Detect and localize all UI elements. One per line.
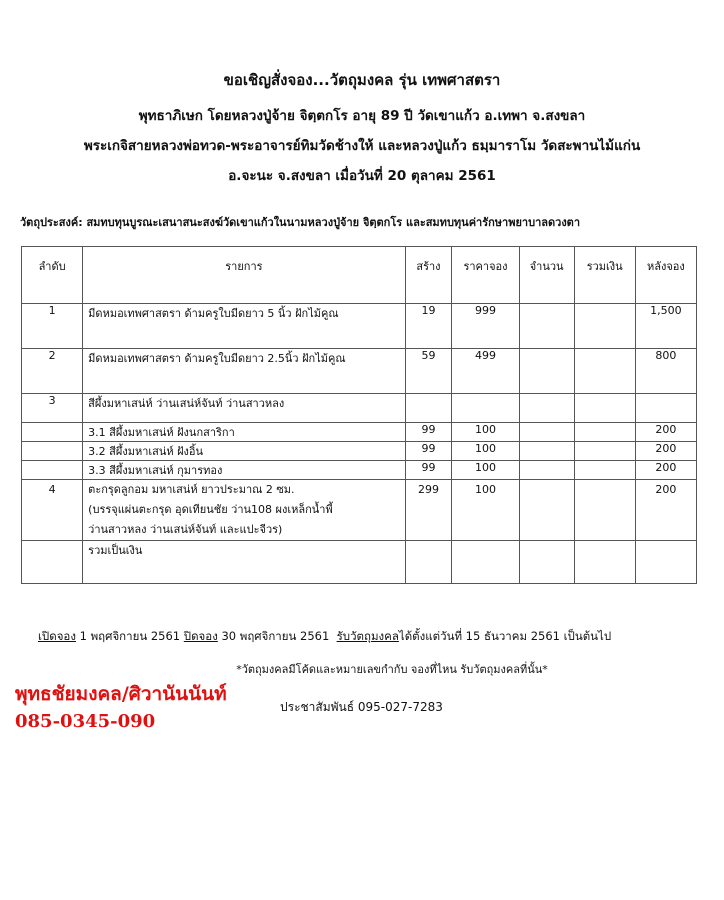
row-price: 100 bbox=[452, 423, 519, 442]
row-qty[interactable] bbox=[519, 349, 574, 394]
row-price: 100 bbox=[452, 480, 519, 541]
row-item: 3.3 สีผึ้งมหาเสน่ห์ กุมารทอง bbox=[83, 461, 405, 480]
row-no: 4 bbox=[22, 480, 83, 541]
sum-price bbox=[452, 541, 519, 584]
row-no: 2 bbox=[22, 349, 83, 394]
row-made: 99 bbox=[405, 461, 452, 480]
open-date: 1 พฤศจิกายน 2561 bbox=[79, 629, 181, 643]
order-table bbox=[21, 246, 697, 584]
row-made bbox=[405, 394, 452, 423]
row-qty[interactable] bbox=[519, 480, 574, 541]
table-row bbox=[22, 349, 697, 394]
row-item: สีผึ้งมหาเสน่ห์ ว่านเสน่ห์จันท์ ว่านสาวหลง bbox=[83, 394, 405, 423]
row-after: 200 bbox=[635, 461, 696, 480]
row-after: 200 bbox=[635, 423, 696, 442]
table-header-row bbox=[22, 247, 697, 304]
seller-name: พุทธชัยมงคล/ศิวานันนันท์ bbox=[15, 683, 227, 705]
sum-label: รวมเป็นเงิน bbox=[83, 541, 405, 584]
table-row bbox=[22, 304, 697, 349]
row-price: 999 bbox=[452, 304, 519, 349]
contact-info: ประชาสัมพันธ์ 095-027-7283 bbox=[280, 700, 443, 714]
table-row bbox=[22, 461, 697, 480]
row-no bbox=[22, 423, 83, 442]
table-row bbox=[22, 394, 697, 423]
receive-label: รับวัตถุมงคล bbox=[336, 629, 399, 643]
purpose-text: วัตถุประสงค์: สมทบทุนบูรณะเสนาสนะสงฆ์วัดเขาแก้วในนามหลวงปู่จ้าย จิตฺตกโร และสมทบทุนค่ารักษาพยาบาลดวงตา bbox=[20, 216, 581, 229]
page-title: ขอเชิญสั่งจอง...วัตถุมงคล รุ่น เทพศาสตรา bbox=[223, 71, 501, 89]
row-no: 1 bbox=[22, 304, 83, 349]
row-item: มีดหมอเทพศาสตรา ด้ามครูใบมีดยาว 2.5นิ้ว ฝักไม้คูณ bbox=[83, 349, 405, 394]
row-after: 200 bbox=[635, 442, 696, 461]
sum-after bbox=[635, 541, 696, 584]
row-item-line-3: ว่านสาวหลง ว่านเสน่ห์จันท์ และแปะจีวร) bbox=[88, 523, 283, 536]
header-after: หลังจอง bbox=[635, 247, 696, 304]
close-date: 30 พฤศจิกายน 2561 bbox=[221, 629, 330, 643]
row-made: 59 bbox=[405, 349, 452, 394]
subtitle-line-1: พุทธาภิเษก โดยหลวงปู่จ้าย จิตฺตกโร อายุ 89 ปี วัดเขาแก้ว อ.เทพา จ.สงขลา bbox=[138, 108, 586, 124]
header-item: รายการ bbox=[83, 247, 405, 304]
row-total[interactable] bbox=[574, 442, 635, 461]
table-row bbox=[22, 480, 697, 541]
table-row bbox=[22, 442, 697, 461]
sum-no bbox=[22, 541, 83, 584]
receive-text: ได้ตั้งแต่วันที่ 15 ธันวาคม 2561 เป็นต้นไป bbox=[398, 629, 612, 643]
row-total[interactable] bbox=[574, 480, 635, 541]
row-qty[interactable] bbox=[519, 442, 574, 461]
sum-total[interactable] bbox=[574, 541, 635, 584]
code-note: *วัตถุมงคลมีโค้ดและหมายเลขกำกับ จองที่ไหน รับวัตถุมงคลที่นั้น* bbox=[236, 663, 548, 676]
header-made: สร้าง bbox=[405, 247, 452, 304]
row-price: 100 bbox=[452, 461, 519, 480]
row-made: 99 bbox=[405, 442, 452, 461]
booking-dates bbox=[38, 628, 611, 646]
header-no: ลำดับ bbox=[22, 247, 83, 304]
row-after: 1,500 bbox=[635, 304, 696, 349]
row-price: 499 bbox=[452, 349, 519, 394]
row-qty[interactable] bbox=[519, 394, 574, 423]
row-price bbox=[452, 394, 519, 423]
header bbox=[0, 68, 724, 194]
close-label: ปิดจอง bbox=[183, 629, 218, 643]
row-total[interactable] bbox=[574, 349, 635, 394]
open-label: เปิดจอง bbox=[38, 629, 76, 643]
seller-phone: 085-0345-090 bbox=[15, 711, 156, 732]
table-sum-row bbox=[22, 541, 697, 584]
row-total[interactable] bbox=[574, 461, 635, 480]
row-qty[interactable] bbox=[519, 304, 574, 349]
row-made: 19 bbox=[405, 304, 452, 349]
row-after: 800 bbox=[635, 349, 696, 394]
row-item bbox=[83, 480, 405, 541]
row-price: 100 bbox=[452, 442, 519, 461]
row-item: 3.1 สีผึ้งมหาเสน่ห์ ฝังนกสาริกา bbox=[83, 423, 405, 442]
table-row bbox=[22, 423, 697, 442]
row-item-line-2: (บรรจุแผ่นตะกรุด อุดเทียนชัย ว่าน108 ผงเหล็กน้ำพี้ bbox=[88, 503, 333, 516]
row-item-line-1: ตะกรุดลูกอม มหาเสน่ห์ ยาวประมาณ 2 ซม. bbox=[88, 483, 295, 496]
sum-qty[interactable] bbox=[519, 541, 574, 584]
row-no bbox=[22, 461, 83, 480]
row-made: 299 bbox=[405, 480, 452, 541]
row-made: 99 bbox=[405, 423, 452, 442]
row-total[interactable] bbox=[574, 304, 635, 349]
row-item: มีดหมอเทพศาสตรา ด้ามครูใบมีดยาว 5 นิ้ว ฝักไม้คูณ bbox=[83, 304, 405, 349]
row-no bbox=[22, 442, 83, 461]
row-after bbox=[635, 394, 696, 423]
seller-stamp bbox=[15, 680, 227, 736]
row-total[interactable] bbox=[574, 423, 635, 442]
subtitle-line-2: พระเกจิสายหลวงพ่อทวด-พระอาจารย์ทิมวัดช้างให้ และหลวงปู่แก้ว ธมฺมาราโม วัดสะพานไม้แก่น bbox=[83, 138, 641, 154]
row-total[interactable] bbox=[574, 394, 635, 423]
row-qty[interactable] bbox=[519, 423, 574, 442]
row-no: 3 bbox=[22, 394, 83, 423]
row-qty[interactable] bbox=[519, 461, 574, 480]
header-price: ราคาจอง bbox=[452, 247, 519, 304]
sum-made bbox=[405, 541, 452, 584]
header-qty: จำนวน bbox=[519, 247, 574, 304]
header-total: รวมเงิน bbox=[574, 247, 635, 304]
subtitle-line-3: อ.จะนะ จ.สงขลา เมื่อวันที่ 20 ตุลาคม 2561 bbox=[228, 168, 496, 184]
row-item: 3.2 สีผึ้งมหาเสน่ห์ ฝังอิ้น bbox=[83, 442, 405, 461]
row-after: 200 bbox=[635, 480, 696, 541]
